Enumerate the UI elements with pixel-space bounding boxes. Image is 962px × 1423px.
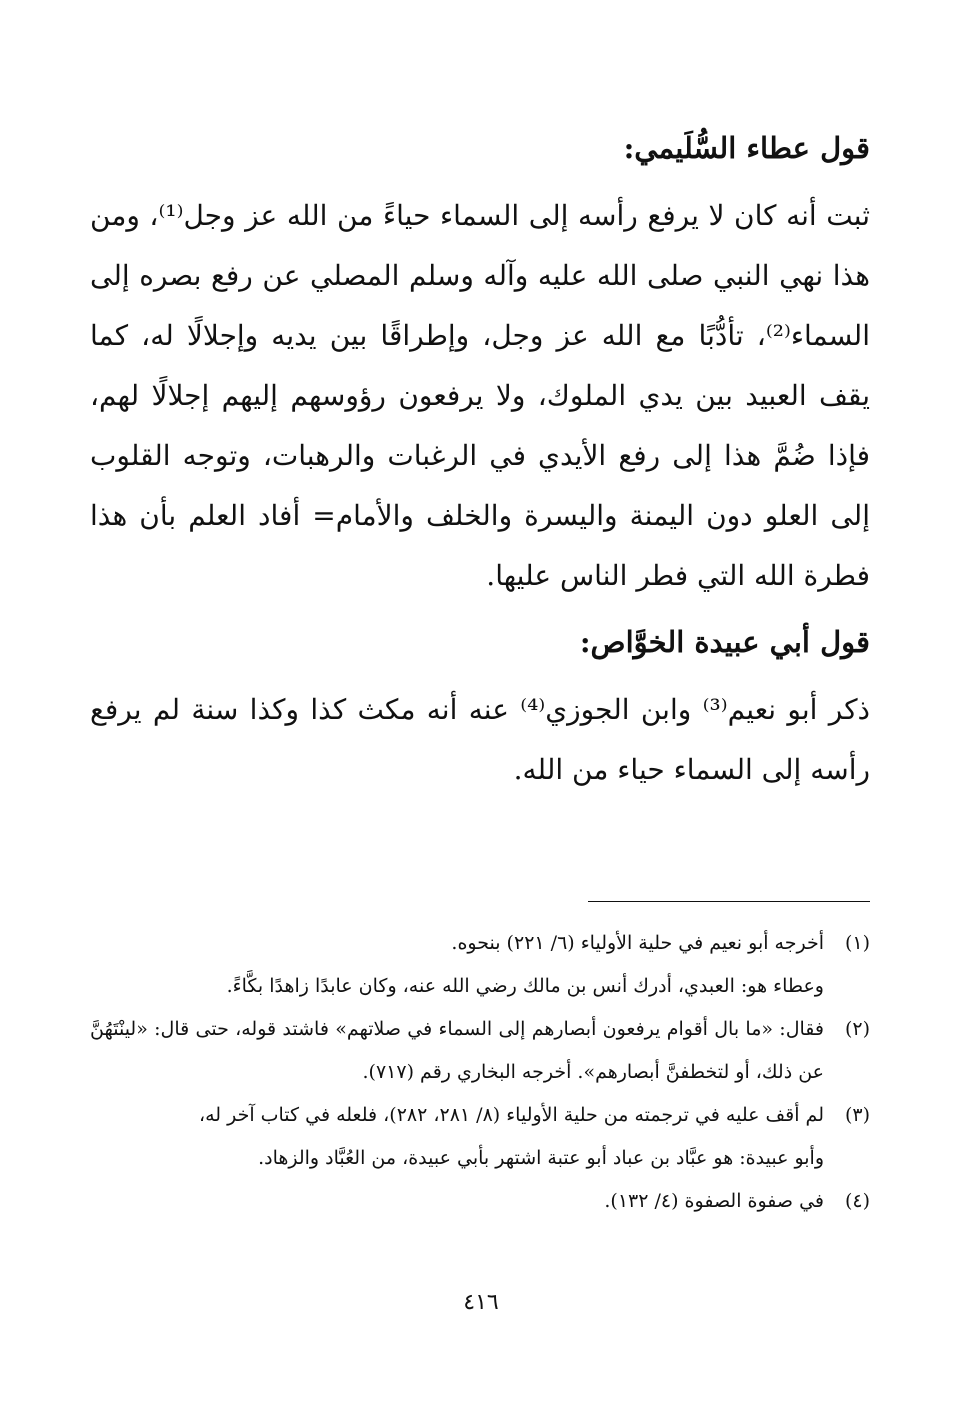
paragraph-abu-ubayda: ذكر أبو نعيم⁽³⁾ وابن الجوزي⁽⁴⁾ عنه أنه مكث كذا وكذا سنة لم يرفع رأسه إلى السماء حياء من الله. (90, 693, 870, 786)
footnote-1 (90, 922, 870, 965)
footnote-3 (90, 1094, 870, 1137)
main-text (90, 118, 870, 800)
footnote-text: فقال: «ما بال أقوام يرفعون أبصارهم إلى السماء في صلاتهم» فاشتد قوله، حتى قال: «لينْتَهُنَّ عن ذلك، أو لتخطفنَّ أبصارهم». أخرجه البخاري رقم (٧١٧). (90, 1018, 824, 1083)
section-heading-abu-ubayda: قول أبي عبيدة الخوَّاص: (579, 625, 870, 659)
footnote-continuation: وأبو عبيدة: هو عبَّاد بن عباد أبو عتبة اشتهر بأبي عبيدة، من العُبَّاد والزهاد. (258, 1147, 824, 1169)
footnote-divider (588, 901, 870, 902)
footnote-2 (90, 1008, 870, 1094)
footnote-continuation: وعطاء هو: العبدي، أدرك أنس بن مالك رضي الله عنه، وكان عابدًا زاهدًا بكَّاءً. (226, 975, 824, 997)
paragraph-ata: ثبت أنه كان لا يرفع رأسه إلى السماء حياءً من الله عز وجل⁽¹⁾، ومن هذا نهي النبي صلى الله عليه وآله وسلم المصلي عن رفع بصره إلى السماء⁽²⁾، تأدُّبًا مع الله عز وجل، وإطراقًا بين يديه وإجلالًا له، كما يقف العبيد بين يدي الملوك، ولا يرفعون رؤوسهم إليهم إجلالًا لهم، فإذا ضُمَّ هذا إلى رفع الأيدي في الرغبات والرهبات، وتوجه القلوب إلى العلو دون اليمنة واليسرة والخلف والأمام= أفاد العلم بأن هذا فطرة الله التي فطر الناس عليها. (90, 199, 870, 592)
footnote-number: (٢) (844, 1018, 870, 1040)
section-heading-ata: قول عطاء السُّلَيمي: (623, 131, 870, 165)
footnote-text: أخرجه أبو نعيم في حلية الأولياء (٦/ ٢٢١) بنحوه. (451, 932, 824, 954)
footnote-number: (٤) (844, 1190, 870, 1212)
footnote-text: لم أقف عليه في ترجمته من حلية الأولياء (٨/ ٢٨١، ٢٨٢)، فلعله في كتاب آخر له، (198, 1104, 824, 1126)
footnote-number: (١) (844, 932, 870, 954)
footnote-4 (90, 1180, 870, 1223)
footnote-number: (٣) (844, 1104, 870, 1126)
footnotes (90, 922, 870, 1223)
page-number: ٤١٦ (463, 1290, 499, 1315)
footnote-text: في صفوة الصفوة (٤/ ١٣٢). (604, 1190, 824, 1212)
